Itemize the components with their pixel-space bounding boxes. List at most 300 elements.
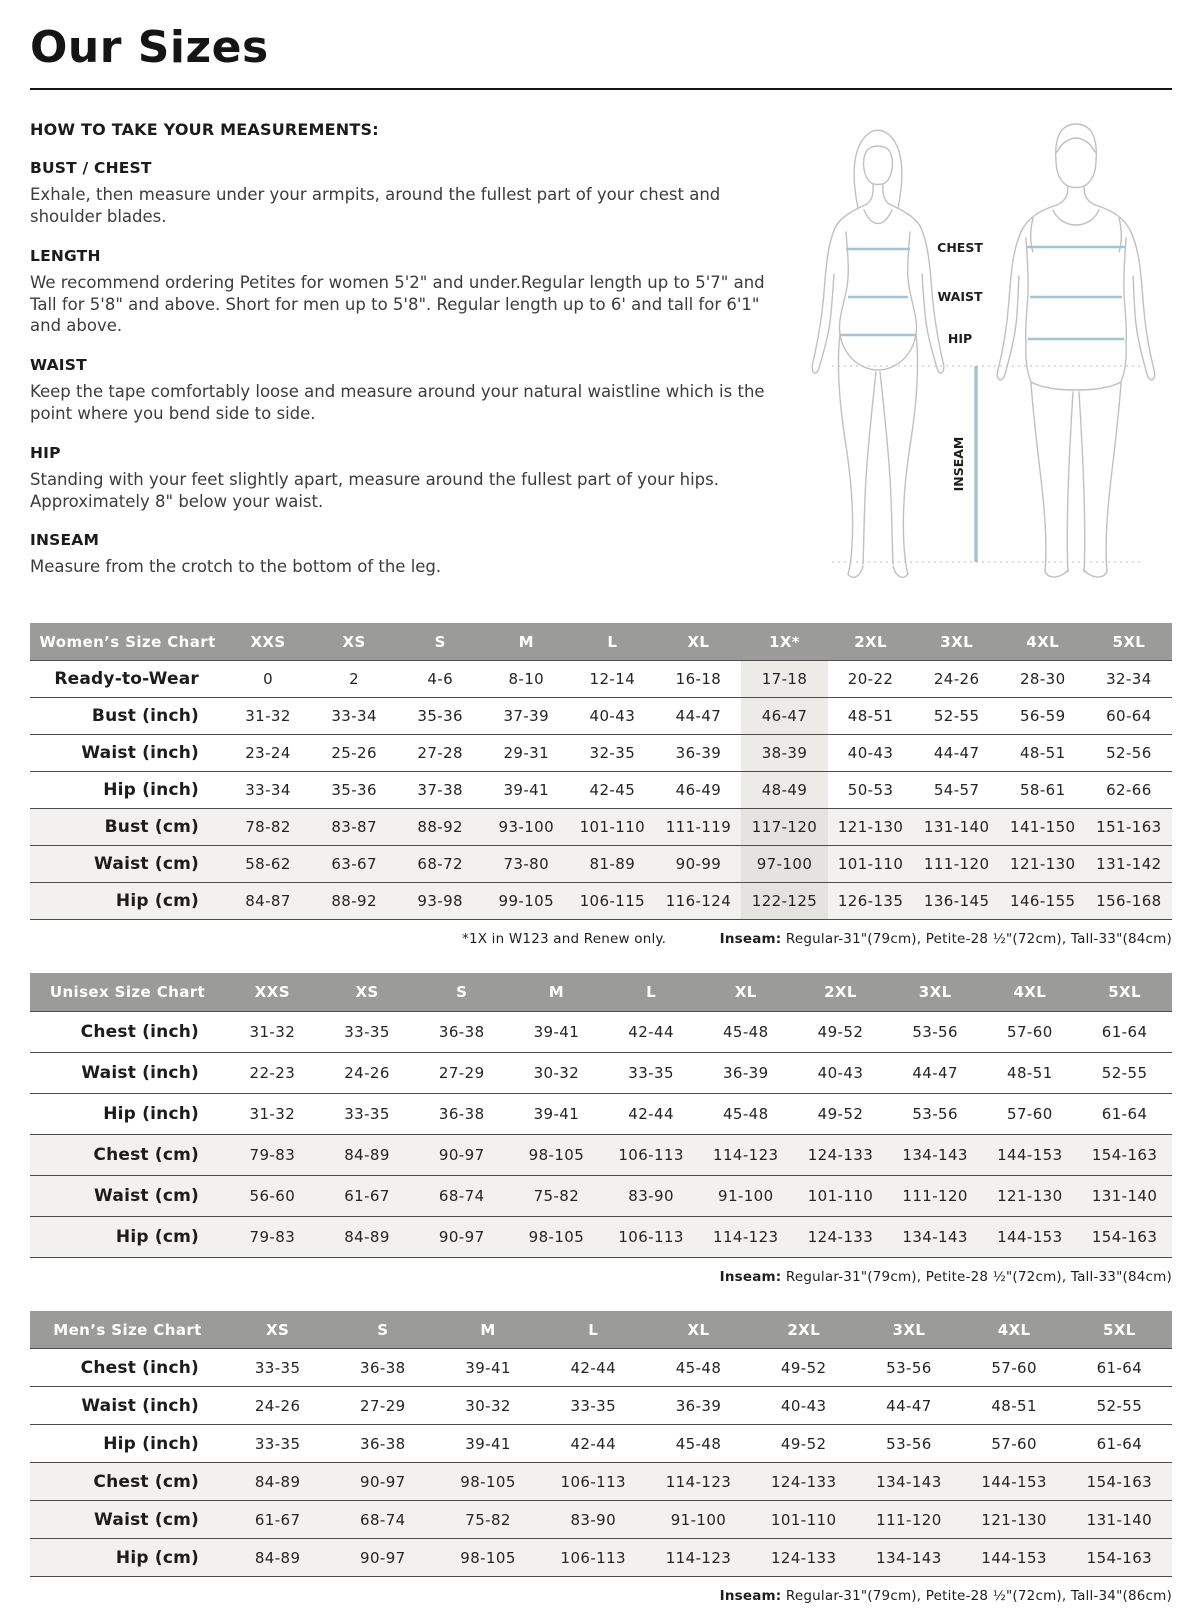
size-value-cell: 88-92	[397, 809, 483, 846]
size-value-cell: 131-140	[914, 809, 1000, 846]
size-value-cell: 106-113	[541, 1539, 646, 1577]
size-value-cell: 48-51	[1000, 735, 1086, 772]
size-value-cell: 111-119	[655, 809, 741, 846]
size-column-header: L	[604, 973, 699, 1012]
section-heading: INSEAM	[30, 531, 100, 550]
size-value-cell: 27-29	[414, 1053, 509, 1094]
size-value-cell: 27-28	[397, 735, 483, 772]
size-column-header: XL	[646, 1311, 751, 1349]
size-value-cell: 79-83	[225, 1135, 320, 1176]
page-title: Our Sizes	[30, 22, 269, 73]
size-value-cell: 33-35	[604, 1053, 699, 1094]
size-value-cell: 20-22	[828, 661, 914, 698]
size-value-cell: 46-49	[655, 772, 741, 809]
size-value-cell: 154-163	[1067, 1463, 1172, 1501]
size-value-cell: 98-105	[509, 1217, 604, 1258]
size-column-header: 1X*	[741, 623, 827, 661]
size-value-cell: 106-113	[541, 1463, 646, 1501]
row-label: Hip (inch)	[30, 772, 225, 809]
hip-label: HIP	[947, 331, 973, 347]
size-value-cell: 98-105	[509, 1135, 604, 1176]
unisex-table-footnotes	[30, 1269, 1172, 1285]
size-column-header: M	[435, 1311, 540, 1349]
size-value-cell: 50-53	[828, 772, 914, 809]
size-value-cell: 24-26	[914, 661, 1000, 698]
size-value-cell: 45-48	[646, 1425, 751, 1463]
women-table-footnotes	[30, 931, 1172, 947]
size-value-cell: 28-30	[1000, 661, 1086, 698]
size-value-cell: 126-135	[828, 883, 914, 920]
size-column-header: S	[414, 973, 509, 1012]
size-value-cell: 36-38	[330, 1425, 435, 1463]
size-value-cell: 91-100	[646, 1501, 751, 1539]
one-x-footnote: *1X in W123 and Renew only.	[462, 931, 667, 948]
size-column-header: S	[330, 1311, 435, 1349]
size-value-cell: 52-55	[1067, 1387, 1172, 1425]
size-value-cell: 88-92	[311, 883, 397, 920]
size-column-header: XL	[698, 973, 793, 1012]
row-label: Waist (cm)	[30, 1176, 225, 1217]
unisex-size-chart-section	[30, 973, 1172, 1285]
size-value-cell: 57-60	[962, 1425, 1067, 1463]
size-value-cell: 131-142	[1086, 846, 1172, 883]
size-value-cell: 4-6	[397, 661, 483, 698]
unisex-size-chart	[30, 973, 1172, 1258]
size-value-cell: 117-120	[741, 809, 827, 846]
size-value-cell: 53-56	[856, 1425, 961, 1463]
section-heading: WAIST	[30, 356, 87, 375]
inseam-footnote-label: Inseam:	[719, 1269, 782, 1286]
row-label: Waist (inch)	[30, 1387, 225, 1425]
size-value-cell: 131-140	[1067, 1501, 1172, 1539]
section-body: Standing with your feet slightly apart, measure around the fullest part of your hips. Approximately 8" below your waist.	[30, 469, 719, 511]
size-value-cell: 57-60	[983, 1012, 1078, 1053]
size-value-cell: 84-89	[320, 1135, 415, 1176]
size-value-cell: 83-87	[311, 809, 397, 846]
size-column-header: XXS	[225, 623, 311, 661]
size-value-cell: 42-44	[604, 1012, 699, 1053]
size-value-cell: 32-35	[569, 735, 655, 772]
size-value-cell: 48-51	[962, 1387, 1067, 1425]
woman-figure	[812, 131, 944, 578]
size-value-cell: 121-130	[828, 809, 914, 846]
size-value-cell: 36-39	[655, 735, 741, 772]
size-value-cell: 42-44	[604, 1094, 699, 1135]
size-value-cell: 114-123	[646, 1539, 751, 1577]
table-row	[30, 661, 1172, 698]
size-value-cell: 81-89	[569, 846, 655, 883]
size-value-cell: 114-123	[698, 1135, 793, 1176]
men-table-footnotes	[30, 1588, 1172, 1604]
row-label: Bust (cm)	[30, 809, 225, 846]
size-value-cell: 58-62	[225, 846, 311, 883]
table-header-row	[30, 1311, 1172, 1349]
size-column-header: M	[509, 973, 604, 1012]
size-value-cell: 33-35	[320, 1094, 415, 1135]
size-value-cell: 101-110	[828, 846, 914, 883]
section-waist	[30, 356, 790, 425]
size-column-header: XS	[225, 1311, 330, 1349]
row-label: Waist (cm)	[30, 846, 225, 883]
size-value-cell: 48-49	[741, 772, 827, 809]
size-column-header: 4XL	[983, 973, 1078, 1012]
size-value-cell: 17-18	[741, 661, 827, 698]
size-value-cell: 35-36	[311, 772, 397, 809]
inseam-footnote	[720, 1588, 1172, 1604]
size-value-cell: 122-125	[741, 883, 827, 920]
row-label: Ready-to-Wear	[30, 661, 225, 698]
size-value-cell: 52-55	[1077, 1053, 1172, 1094]
size-value-cell: 101-110	[793, 1176, 888, 1217]
section-heading: BUST / CHEST	[30, 159, 152, 178]
size-value-cell: 32-34	[1086, 661, 1172, 698]
size-value-cell: 73-80	[483, 846, 569, 883]
size-value-cell: 36-38	[330, 1349, 435, 1387]
women-size-chart-section	[30, 623, 1172, 947]
inseam-footnote	[720, 1269, 1172, 1285]
chest-label: CHEST	[937, 240, 983, 256]
body-measurement-diagram	[790, 116, 1172, 588]
table-row	[30, 1176, 1172, 1217]
size-value-cell: 90-97	[330, 1463, 435, 1501]
size-value-cell: 121-130	[962, 1501, 1067, 1539]
size-value-cell: 33-35	[541, 1387, 646, 1425]
table-row	[30, 1463, 1172, 1501]
table-title: Women’s Size Chart	[30, 623, 225, 661]
size-value-cell: 144-153	[983, 1135, 1078, 1176]
size-column-header: 4XL	[962, 1311, 1067, 1349]
size-value-cell: 33-35	[225, 1425, 330, 1463]
measurement-figure-illustration	[790, 116, 1172, 594]
size-value-cell: 31-32	[225, 1012, 320, 1053]
size-value-cell: 33-34	[225, 772, 311, 809]
size-value-cell: 131-140	[1077, 1176, 1172, 1217]
table-row	[30, 1135, 1172, 1176]
size-value-cell: 33-35	[225, 1349, 330, 1387]
table-row	[30, 1217, 1172, 1258]
size-column-header: 2XL	[751, 1311, 856, 1349]
size-value-cell: 39-41	[483, 772, 569, 809]
size-value-cell: 101-110	[751, 1501, 856, 1539]
size-value-cell: 8-10	[483, 661, 569, 698]
size-value-cell: 56-59	[1000, 698, 1086, 735]
size-value-cell: 38-39	[741, 735, 827, 772]
size-column-header: L	[569, 623, 655, 661]
section-heading: HIP	[30, 443, 61, 462]
size-value-cell: 40-43	[751, 1387, 856, 1425]
size-value-cell: 141-150	[1000, 809, 1086, 846]
size-column-header: 3XL	[856, 1311, 961, 1349]
row-label: Hip (inch)	[30, 1425, 225, 1463]
size-value-cell: 124-133	[793, 1217, 888, 1258]
table-row	[30, 1349, 1172, 1387]
inseam-footnote-text: Regular-31"(79cm), Petite-28 ½"(72cm), Tall-34"(86cm)	[781, 1588, 1172, 1605]
size-value-cell: 84-87	[225, 883, 311, 920]
row-label: Hip (cm)	[30, 1217, 225, 1258]
table-row	[30, 1094, 1172, 1135]
size-value-cell: 31-32	[225, 698, 311, 735]
size-value-cell: 91-100	[698, 1176, 793, 1217]
women-size-chart	[30, 623, 1172, 920]
size-value-cell: 35-36	[397, 698, 483, 735]
table-header-row	[30, 973, 1172, 1012]
size-value-cell: 84-89	[225, 1463, 330, 1501]
size-value-cell: 90-97	[414, 1217, 509, 1258]
inseam-footnote-text: Regular-31"(79cm), Petite-28 ½"(72cm), Tall-33"(84cm)	[781, 1269, 1172, 1286]
table-row	[30, 1387, 1172, 1425]
size-value-cell: 111-120	[856, 1501, 961, 1539]
size-value-cell: 90-99	[655, 846, 741, 883]
size-value-cell: 25-26	[311, 735, 397, 772]
size-column-header: 2XL	[793, 973, 888, 1012]
size-value-cell: 79-83	[225, 1217, 320, 1258]
size-column-header: 4XL	[1000, 623, 1086, 661]
size-value-cell: 53-56	[888, 1094, 983, 1135]
size-value-cell: 31-32	[225, 1094, 320, 1135]
size-value-cell: 45-48	[698, 1012, 793, 1053]
size-column-header: L	[541, 1311, 646, 1349]
size-value-cell: 106-113	[604, 1217, 699, 1258]
size-value-cell: 98-105	[435, 1539, 540, 1577]
size-value-cell: 42-44	[541, 1425, 646, 1463]
section-body: Keep the tape comfortably loose and measure around your natural waistline which is the point where you bend side to side.	[30, 382, 765, 423]
men-size-chart	[30, 1311, 1172, 1577]
size-column-header: XS	[320, 973, 415, 1012]
size-value-cell: 40-43	[828, 735, 914, 772]
size-value-cell: 99-105	[483, 883, 569, 920]
size-value-cell: 61-64	[1077, 1012, 1172, 1053]
section-heading: LENGTH	[30, 246, 101, 265]
size-value-cell: 36-38	[414, 1012, 509, 1053]
size-value-cell: 49-52	[793, 1094, 888, 1135]
size-value-cell: 134-143	[856, 1463, 961, 1501]
size-value-cell: 40-43	[569, 698, 655, 735]
size-value-cell: 68-72	[397, 846, 483, 883]
row-label: Hip (cm)	[30, 1539, 225, 1577]
size-value-cell: 52-55	[914, 698, 1000, 735]
size-value-cell: 39-41	[435, 1349, 540, 1387]
section-length	[30, 247, 790, 337]
size-value-cell: 84-89	[225, 1539, 330, 1577]
size-column-header: 3XL	[888, 973, 983, 1012]
title-divider	[30, 88, 1172, 90]
size-value-cell: 57-60	[983, 1094, 1078, 1135]
size-value-cell: 90-97	[414, 1135, 509, 1176]
size-value-cell: 154-163	[1067, 1539, 1172, 1577]
size-column-header: M	[483, 623, 569, 661]
size-value-cell: 44-47	[914, 735, 1000, 772]
row-label: Hip (inch)	[30, 1094, 225, 1135]
section-body: We recommend ordering Petites for women 5'2" and under.Regular length up to 5'7" and Tall for 5'8" and above. Short for men up to 5'8". Regular length up to 6' and tall for 6'1" and above.	[30, 272, 765, 336]
table-row	[30, 698, 1172, 735]
table-row	[30, 1539, 1172, 1577]
size-value-cell: 48-51	[828, 698, 914, 735]
size-value-cell: 106-113	[604, 1135, 699, 1176]
size-value-cell: 75-82	[509, 1176, 604, 1217]
row-label: Waist (inch)	[30, 735, 225, 772]
size-value-cell: 134-143	[888, 1217, 983, 1258]
size-value-cell: 121-130	[1000, 846, 1086, 883]
table-row	[30, 809, 1172, 846]
size-value-cell: 97-100	[741, 846, 827, 883]
row-label: Chest (cm)	[30, 1463, 225, 1501]
size-value-cell: 57-60	[962, 1349, 1067, 1387]
size-value-cell: 144-153	[962, 1539, 1067, 1577]
size-value-cell: 83-90	[541, 1501, 646, 1539]
row-label: Chest (inch)	[30, 1349, 225, 1387]
size-column-header: 5XL	[1086, 623, 1172, 661]
row-label: Chest (cm)	[30, 1135, 225, 1176]
table-row	[30, 1053, 1172, 1094]
size-value-cell: 63-67	[311, 846, 397, 883]
size-column-header: 3XL	[914, 623, 1000, 661]
inseam-footnote-label: Inseam:	[719, 1588, 782, 1605]
size-value-cell: 93-98	[397, 883, 483, 920]
row-label: Waist (cm)	[30, 1501, 225, 1539]
size-value-cell: 154-163	[1077, 1217, 1172, 1258]
size-value-cell: 84-89	[320, 1217, 415, 1258]
size-column-header: 2XL	[828, 623, 914, 661]
size-value-cell: 45-48	[698, 1094, 793, 1135]
size-value-cell: 78-82	[225, 809, 311, 846]
section-hip	[30, 444, 790, 513]
size-value-cell: 44-47	[888, 1053, 983, 1094]
size-value-cell: 151-163	[1086, 809, 1172, 846]
size-value-cell: 146-155	[1000, 883, 1086, 920]
size-value-cell: 101-110	[569, 809, 655, 846]
measurement-instructions	[30, 116, 790, 597]
size-value-cell: 56-60	[225, 1176, 320, 1217]
table-header-row	[30, 623, 1172, 661]
size-value-cell: 36-39	[698, 1053, 793, 1094]
size-column-header: 5XL	[1067, 1311, 1172, 1349]
row-label: Chest (inch)	[30, 1012, 225, 1053]
size-value-cell: 52-56	[1086, 735, 1172, 772]
size-value-cell: 62-66	[1086, 772, 1172, 809]
size-value-cell: 42-45	[569, 772, 655, 809]
size-value-cell: 83-90	[604, 1176, 699, 1217]
size-value-cell: 61-64	[1067, 1349, 1172, 1387]
size-value-cell: 39-41	[509, 1012, 604, 1053]
size-column-header: XS	[311, 623, 397, 661]
inseam-footnote-label: Inseam:	[719, 931, 782, 948]
size-value-cell: 156-168	[1086, 883, 1172, 920]
section-body: Measure from the crotch to the bottom of the leg.	[30, 557, 442, 577]
row-label: Bust (inch)	[30, 698, 225, 735]
size-value-cell: 54-57	[914, 772, 1000, 809]
size-value-cell: 134-143	[888, 1135, 983, 1176]
size-value-cell: 93-100	[483, 809, 569, 846]
size-column-header: 5XL	[1077, 973, 1172, 1012]
section-body: Exhale, then measure under your armpits, around the fullest part of your chest and shoulder blades.	[30, 185, 721, 227]
size-value-cell: 36-38	[414, 1094, 509, 1135]
size-value-cell: 111-120	[914, 846, 1000, 883]
size-value-cell: 98-105	[435, 1463, 540, 1501]
size-value-cell: 45-48	[646, 1349, 751, 1387]
size-value-cell: 154-163	[1077, 1135, 1172, 1176]
man-figure	[997, 124, 1154, 577]
size-value-cell: 23-24	[225, 735, 311, 772]
size-value-cell: 124-133	[751, 1463, 856, 1501]
size-value-cell: 30-32	[509, 1053, 604, 1094]
table-row	[30, 883, 1172, 920]
size-value-cell: 61-67	[225, 1501, 330, 1539]
size-value-cell: 44-47	[856, 1387, 961, 1425]
size-value-cell: 33-35	[320, 1012, 415, 1053]
size-value-cell: 49-52	[751, 1349, 856, 1387]
section-bust-chest	[30, 159, 790, 228]
men-size-chart-section	[30, 1311, 1172, 1604]
size-value-cell: 49-52	[793, 1012, 888, 1053]
size-value-cell: 58-61	[1000, 772, 1086, 809]
size-value-cell: 49-52	[751, 1425, 856, 1463]
row-label: Hip (cm)	[30, 883, 225, 920]
size-value-cell: 12-14	[569, 661, 655, 698]
size-value-cell: 22-23	[225, 1053, 320, 1094]
size-value-cell: 136-145	[914, 883, 1000, 920]
size-value-cell: 61-64	[1077, 1094, 1172, 1135]
table-row	[30, 735, 1172, 772]
inseam-footnote-text: Regular-31"(79cm), Petite-28 ½"(72cm), Tall-33"(84cm)	[781, 931, 1172, 948]
size-value-cell: 60-64	[1086, 698, 1172, 735]
table-row	[30, 772, 1172, 809]
size-value-cell: 144-153	[962, 1463, 1067, 1501]
size-value-cell: 111-120	[888, 1176, 983, 1217]
waist-label: WAIST	[937, 289, 983, 305]
size-value-cell: 0	[225, 661, 311, 698]
size-value-cell: 114-123	[698, 1217, 793, 1258]
size-value-cell: 37-39	[483, 698, 569, 735]
size-value-cell: 124-133	[793, 1135, 888, 1176]
inseam-label: INSEAM	[951, 437, 966, 492]
size-column-header: XL	[655, 623, 741, 661]
size-value-cell: 16-18	[655, 661, 741, 698]
size-value-cell: 24-26	[225, 1387, 330, 1425]
size-value-cell: 116-124	[655, 883, 741, 920]
size-value-cell: 27-29	[330, 1387, 435, 1425]
size-value-cell: 68-74	[330, 1501, 435, 1539]
table-title: Men’s Size Chart	[30, 1311, 225, 1349]
size-value-cell: 37-38	[397, 772, 483, 809]
size-value-cell: 33-34	[311, 698, 397, 735]
size-value-cell: 30-32	[435, 1387, 540, 1425]
size-value-cell: 124-133	[751, 1539, 856, 1577]
size-value-cell: 90-97	[330, 1539, 435, 1577]
size-value-cell: 42-44	[541, 1349, 646, 1387]
size-value-cell: 106-115	[569, 883, 655, 920]
size-value-cell: 36-39	[646, 1387, 751, 1425]
table-row	[30, 1425, 1172, 1463]
size-value-cell: 29-31	[483, 735, 569, 772]
size-value-cell: 40-43	[793, 1053, 888, 1094]
how-to-heading: HOW TO TAKE YOUR MEASUREMENTS:	[30, 120, 379, 140]
size-value-cell: 114-123	[646, 1463, 751, 1501]
size-value-cell: 68-74	[414, 1176, 509, 1217]
size-value-cell: 53-56	[856, 1349, 961, 1387]
size-value-cell: 44-47	[655, 698, 741, 735]
table-row	[30, 846, 1172, 883]
size-value-cell: 53-56	[888, 1012, 983, 1053]
size-value-cell: 61-64	[1067, 1425, 1172, 1463]
top-section	[30, 116, 1172, 597]
section-inseam	[30, 531, 790, 578]
row-label: Waist (inch)	[30, 1053, 225, 1094]
table-row	[30, 1501, 1172, 1539]
inseam-footnote	[720, 931, 1172, 947]
size-value-cell: 121-130	[983, 1176, 1078, 1217]
size-value-cell: 24-26	[320, 1053, 415, 1094]
size-column-header: S	[397, 623, 483, 661]
